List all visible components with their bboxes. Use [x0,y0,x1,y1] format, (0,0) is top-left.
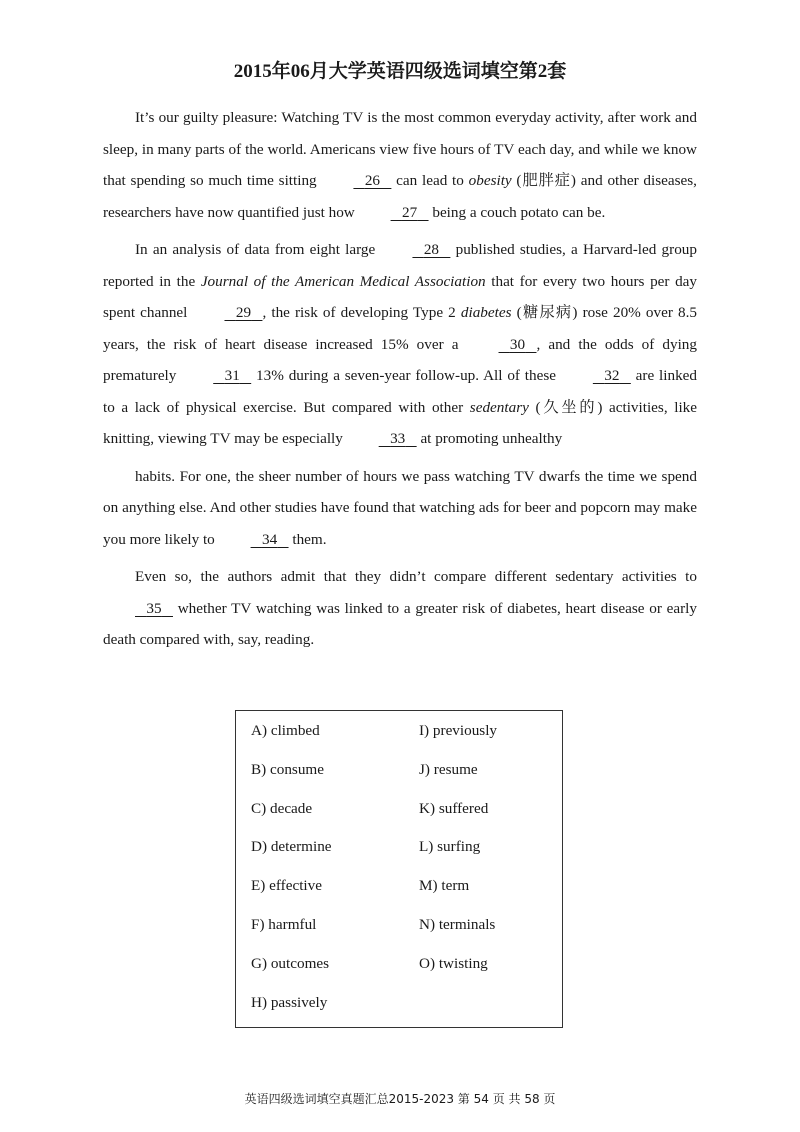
option-item: H) passively [251,993,328,1011]
option-item: B) consume [251,760,324,778]
paragraph-4 [103,561,697,656]
option-item: E) effective [251,877,322,895]
option-item: C) decade [251,799,313,817]
passage [103,102,697,662]
text: whether TV watching was linked to a greater risk of diabetes, heart disease or early death compared with, say, reading. [103,599,697,648]
page-footer: 英语四级选词填空真题汇总2015-2023 第 54 页 共 58 页 [244,1092,556,1106]
text: It’s our guilty pleasure: Watching TV is the most common everyday activity, after work and sleep, in many parts of the world. Americans view five hours of TV each day, and while we know that spending so much time sitting [103,109,697,189]
option-item: F) harmful [251,915,317,933]
option-item: N) terminals [419,915,496,933]
option-item: K) suffered [419,799,489,817]
option-item: M) term [419,877,470,895]
text: (糖尿病) rose 20% over 8.5 years, the risk of heart disease increased 15% over a [103,304,697,353]
journal-name: Journal of the American Medical Association [200,272,486,290]
text: , and the odds of dying prematurely [103,335,697,384]
option-item: L) surfing [419,838,481,856]
word-bank-right-column [419,719,497,991]
text: them. [288,530,327,548]
text: can lead to [391,172,469,189]
blank-28: 28 [423,241,440,258]
option-item: G) outcomes [251,954,330,972]
term-diabetes: diabetes [460,304,512,321]
option-item: A) climbed [251,722,320,739]
blank-33: 33 [390,430,406,447]
page-title: 2015年06月大学英语四级选词填空第2套 [233,61,567,82]
text: In an analysis of data from eight large [135,241,381,258]
term-sedentary: sedentary [469,398,529,416]
blank-34: 34 [261,530,278,548]
paragraph-3 [103,461,697,556]
word-bank-left-column [251,719,332,1029]
blank-32: 32 [604,367,620,384]
paragraph-2 [103,234,697,455]
text: are linked to a lack of physical exercise. But compared with other [103,367,698,416]
text: 13% during a seven-year follow-up. All of these [251,367,561,384]
text: Even so, the authors admit that they didn’t compare different sedentary activities to [135,568,697,585]
text: (肥胖症) and other diseases, researchers have now quantified just how [103,172,697,221]
blank-29: 29 [235,304,252,321]
text: published studies, a Harvard-led group reported in the [103,241,697,290]
paragraph-1 [103,102,697,228]
blank-26: 26 [364,172,380,189]
blank-31: 31 [224,367,240,384]
text: habits. For one, the sheer number of hours we pass watching TV dwarfs the time we spend on anything else. And other studies have found that watching ads for beer and popcorn may make you more likely to [103,467,697,548]
word-bank [235,710,563,1028]
blank-30: 30 [509,335,526,353]
option-item: D) determine [251,838,332,856]
term-obesity: obesity [468,172,512,189]
option-item: J) resume [419,760,478,778]
blank-35: 35 [146,599,162,617]
text: (久坐的) activities, like knitting, viewing TV may be especially [103,398,698,447]
option-item: O) twisting [419,954,488,972]
option-item: I) previously [419,722,498,739]
blank-27: 27 [401,203,418,221]
text: that for every two hours per day spent channel [103,272,698,321]
text: at promoting unhealthy [416,430,563,447]
text: being a couch potato can be. [428,203,606,221]
text: , the risk of developing Type 2 [262,304,461,321]
